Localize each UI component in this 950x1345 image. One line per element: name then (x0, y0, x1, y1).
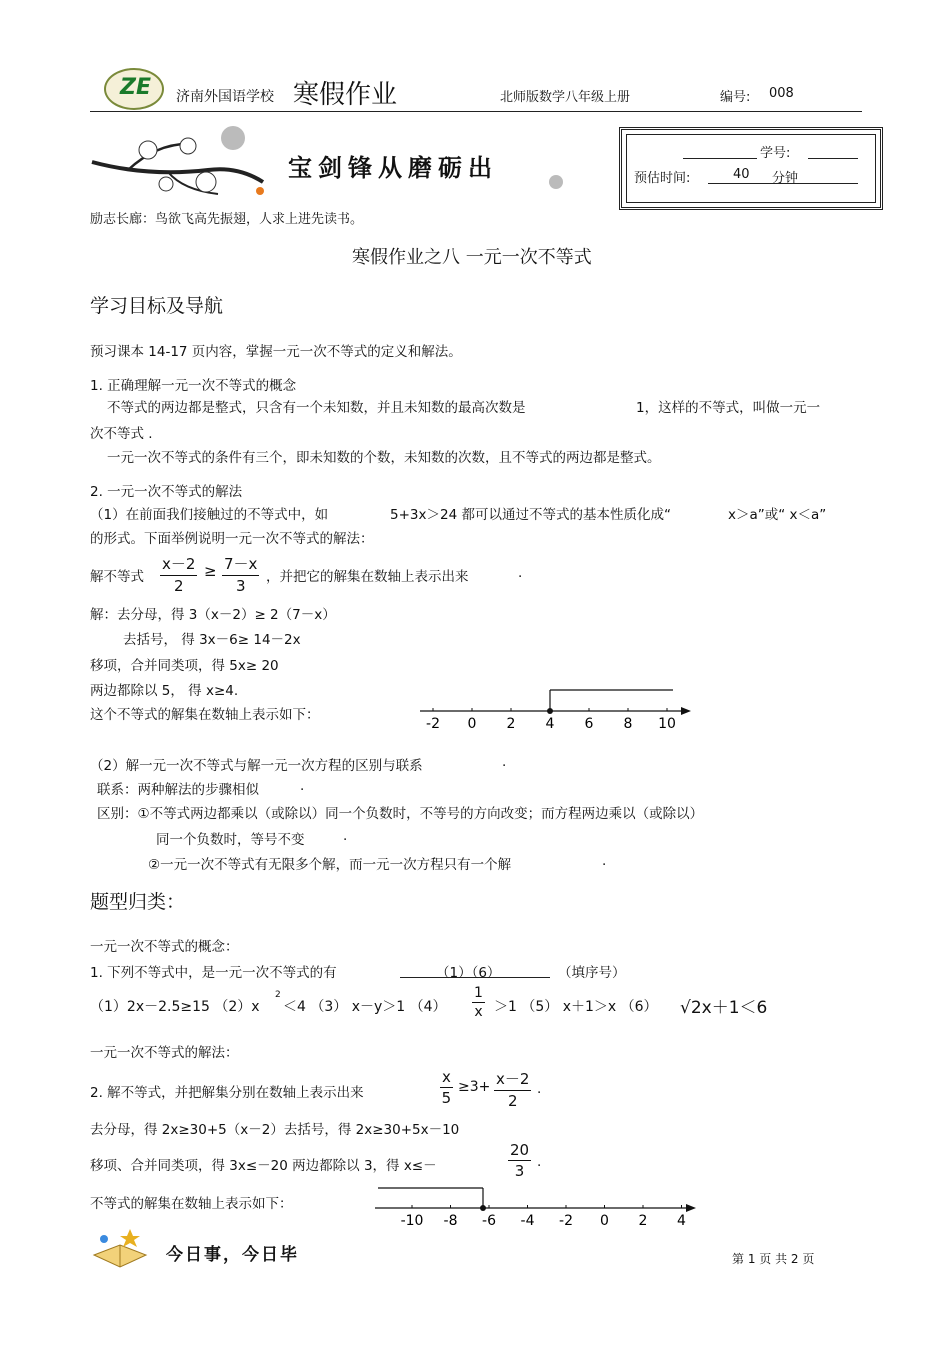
question2-text: 2. 解不等式，并把解集分别在数轴上表示出来 (90, 1085, 364, 1101)
number-line-1-tick-label: 8 (623, 716, 633, 732)
point3-line2: 联系：两种解法的步骤相似 (97, 782, 259, 798)
number-line-1-tick-label: 2 (506, 716, 516, 732)
time-unit: 分钟 (772, 171, 799, 186)
edition: 北师版数学八年级上册 (500, 90, 631, 105)
question1-sqrt-expression: √2x＋1＜6 (680, 998, 768, 1018)
section-heading-types: 题型归类： (90, 891, 186, 913)
question2-period: . (537, 1081, 542, 1097)
number-label: 编号: (720, 90, 751, 105)
solution-step-5: 这个不等式的解集在数轴上表示如下： (90, 707, 320, 723)
number-line-2-tick-label: -6 (482, 1213, 496, 1229)
point2-line1c: x＞a”或“ x＜a” (728, 507, 827, 523)
question1-answer: （1）（6） (436, 965, 501, 981)
question2-step-3: 不等式的解集在数轴上表示如下： (90, 1196, 293, 1212)
question1-option-5-6: ＞1 （5） x＋1＞x （6） (494, 999, 658, 1015)
point1-title: 1. 正确理解一元一次不等式的概念 (90, 378, 297, 394)
book-stars-illustration (90, 1225, 154, 1271)
point1-line3: 一元一次不等式的条件有三个，即未知数的个数，未知数的次数，且不等式的两边都是整式。 (107, 450, 661, 466)
motto: 励志长廊：鸟欲飞高先振翅，人求上进先读书。 (90, 212, 364, 227)
point2-title: 2. 一元一次不等式的解法 (90, 484, 243, 500)
method-title: 一元一次不等式的解法： (90, 1045, 239, 1061)
number-line-2-tick-label: -2 (559, 1213, 573, 1229)
example-fraction-1: x－2 2 (162, 555, 196, 595)
number-line-2-tick-label: -4 (520, 1213, 535, 1229)
solution-step-1: 解：去分母，得 3（x－2）≥ 2（7－x） (90, 607, 336, 623)
number-line-2-tick-label: 4 (677, 1213, 686, 1229)
point3-line4: 同一个负数时，等号不变 (156, 832, 305, 848)
solution-point-closed-1 (547, 708, 553, 714)
point3-line1: （2）解一元一次不等式与解一元一次方程的区别与联系 (90, 758, 423, 774)
number-value: 008 (769, 86, 794, 101)
document-title: 寒假作业之八 一元一次不等式 (352, 247, 592, 268)
example-prefix: 解不等式 (90, 569, 144, 585)
point1-line1b: 1，这样的不等式，叫做一元一 (636, 400, 821, 416)
point1-line2: 次不等式 . (90, 426, 153, 442)
question1-text: 1. 下列不等式中，是一元一次不等式的有 (90, 965, 337, 981)
question1-hint: （填序号） (558, 965, 626, 981)
number-line-1-tick-label: 6 (584, 716, 594, 732)
example-geq: ≥ (204, 562, 217, 580)
solution-step-4: 两边都除以 5， 得 x≥4. (90, 683, 239, 699)
question2-period-2: . (537, 1154, 542, 1170)
number-line-2 (370, 1180, 700, 1232)
number-line-1-tick-label: -2 (426, 716, 440, 732)
axis-arrow-1 (681, 707, 691, 715)
question2-step-1: 去分母，得 2x≥30+5（x－2）去括号，得 2x≥30+5x－10 (90, 1122, 460, 1138)
number-line-2-tick-label: -10 (400, 1213, 424, 1229)
point2-line2: 的形式。下面举例说明一元一次不等式的解法： (90, 531, 374, 547)
question1-fraction: 1 x (474, 985, 483, 1020)
axis-arrow-2 (686, 1204, 696, 1212)
header-title: 寒假作业 (293, 80, 398, 110)
point3-period-2: . (300, 778, 305, 794)
point3-line3: 区别：①不等式两边都乘以（或除以）同一个负数时，不等号的方向改变；而方程两边乘以（或除以） (97, 806, 704, 822)
student-id-label: 学号: (760, 146, 791, 161)
section-heading-goals: 学习目标及导航 (90, 295, 224, 317)
number-line-2-tick-label: 2 (638, 1213, 648, 1229)
banner-slogan: 宝剑锋从磨砺出 (288, 154, 498, 182)
plum-branch-illustration (88, 122, 288, 204)
point1-line1a: 不等式的两边都是整式，只含有一个未知数，并且未知数的最高次数是 (107, 400, 526, 416)
point3-period-4: . (602, 853, 607, 869)
time-value: 40 (733, 167, 750, 182)
concept-title: 一元一次不等式的概念： (90, 939, 239, 955)
question1-option-2-4: ＜4 （3） x－y＞1 （4） (283, 999, 447, 1015)
point3-line5: ②一元一次不等式有无限多个解，而一元一次方程只有一个解 (148, 857, 512, 873)
name-blank (683, 144, 757, 159)
page-number: 第 1 页 共 2 页 (732, 1252, 815, 1266)
example-fraction-2: 7－x 3 (224, 555, 258, 595)
number-line-1-tick-label: 4 (545, 716, 555, 732)
gray-dot-decoration (548, 174, 564, 190)
number-line-2-tick-label: -8 (443, 1213, 458, 1229)
point2-line1a: （1）在前面我们接触过的不等式中，如 (90, 507, 329, 523)
point3-period-3: . (343, 828, 348, 844)
question1-option-2-sup: 2 (275, 990, 281, 1000)
footer-slogan: 今日事，今日毕 (166, 1245, 299, 1265)
point2-line1b: 5+3x＞24 都可以通过不等式的基本性质化成“ (390, 507, 671, 523)
school-logo: ZE (104, 68, 164, 110)
example-suffix: ，并把它的解集在数轴上表示出来 (266, 569, 469, 585)
solution-point-closed-2 (480, 1205, 486, 1211)
header-rule (90, 111, 862, 112)
example-period: . (518, 565, 523, 581)
question1-option-1-2: （1）2x－2.5≥15 （2）x (90, 999, 260, 1015)
question2-fraction-1: x 5 (441, 1068, 452, 1107)
question2-middle: ≥3+ (458, 1079, 491, 1095)
question2-step-2: 移项、合并同类项，得 3x≤－20 两边都除以 3，得 x≤－ (90, 1158, 437, 1174)
time-label: 预估时间: (634, 171, 691, 186)
number-line-1 (415, 683, 695, 735)
question2-fraction-3: 20 3 (510, 1141, 530, 1180)
solution-step-3: 移项，合并同类项，得 5x≥ 20 (90, 658, 279, 674)
student-id-blank[interactable] (808, 144, 858, 159)
number-line-1-tick-label: 10 (658, 716, 676, 732)
preview-text: 预习课本 14-17 页内容，掌握一元一次不等式的定义和解法。 (90, 344, 462, 360)
number-line-2-tick-label: 0 (600, 1213, 609, 1229)
solution-step-2: 去括号， 得 3x－6≥ 14－2x (123, 632, 301, 648)
question2-fraction-2: x－2 2 (496, 1070, 530, 1110)
number-line-1-tick-label: 0 (467, 716, 477, 732)
point3-period: . (502, 754, 507, 770)
school-name: 济南外国语学校 (176, 89, 274, 105)
